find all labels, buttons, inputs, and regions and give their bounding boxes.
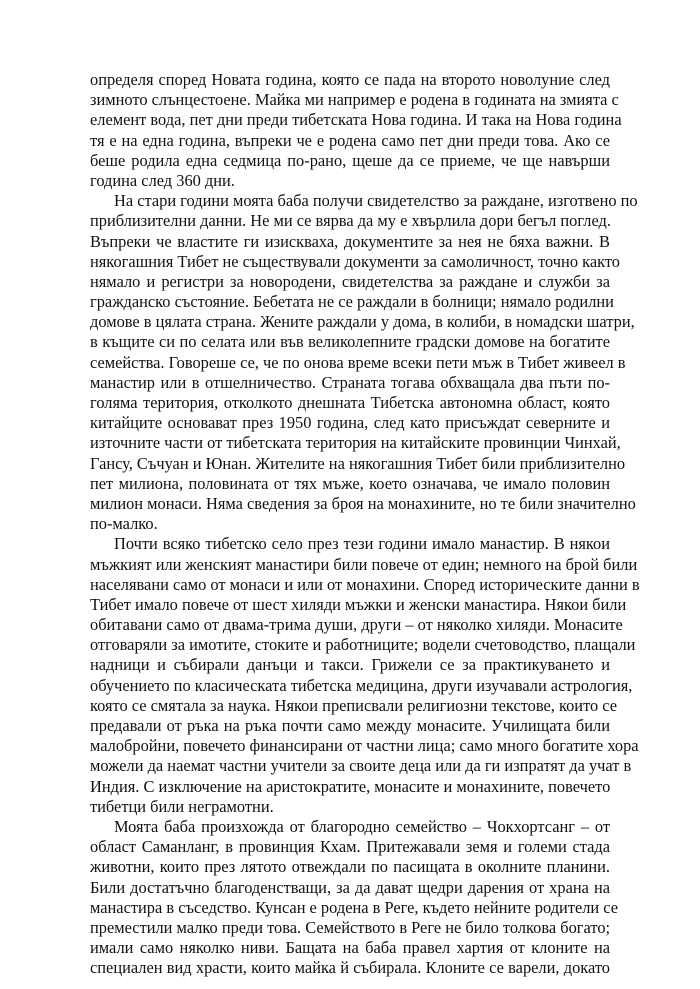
text-line: голяма територия, отколкото днешната Тибетска автономна област, която: [90, 393, 610, 412]
text-line: Били достатъчно благоденстващи, за да дават щедри дарения от храна на: [90, 877, 610, 897]
text-line: животни, които през лятото отвеждали по пасищата в околните планини.: [90, 857, 610, 877]
text-line: китайците основават през 1950 година, след като присъждат северните и: [90, 413, 610, 433]
text-line: тибетци били неграмотни.: [90, 796, 274, 816]
text-line: по-малко.: [90, 514, 158, 534]
text-line: в къщите си по селата или във великолепните градски домове на богатите: [90, 332, 610, 352]
text-line: На стари години моята баба получи свидетелство за раждане, изготвено по: [114, 191, 638, 211]
paragraph: [90, 70, 622, 191]
text-line: предавали от ръка на ръка почти само между монасите. Училищата били: [90, 716, 610, 735]
text-line: Тибет имало повече от шест хиляди мъжки и женски манастира. Някои били: [90, 594, 627, 614]
text-line: Гансу, Съчуан и Юнан. Жителите на някогашния Тибет били приблизително: [90, 453, 626, 473]
text-line: населявани само от монаси и или от монахини. Според историческите данни в: [90, 574, 640, 594]
text-line: елемент вода, пет дни преди тибетската Нова година. И така на Нова година: [90, 110, 622, 130]
paragraph: [90, 191, 638, 534]
text-line: гражданско състояние. Бебетата не се раждали в болници; нямало родилни: [90, 292, 614, 312]
body-text: [90, 70, 640, 978]
text-line: пет милиона, половината от тях мъже, което означава, че имало половин: [90, 473, 610, 493]
text-line: беше родила една седмица по-рано, щеше да се приеме, че ще навърши: [90, 150, 610, 170]
text-line: отговаряли за имотите, стоките и работниците; водели счетоводство, плащали: [90, 635, 636, 655]
text-line: преместили малко преди това. Семейството в Реге не било толкова богато;: [90, 917, 611, 937]
text-line: година след 360 дни.: [90, 170, 235, 190]
text-line: милион монаси. Няма сведения за броя на монахините, но те били значително: [90, 493, 636, 513]
text-line: малобройни, повечето финансирани от частни лица; само много богатите хора: [90, 736, 639, 756]
text-line: семейства. Говореше се, че по онова време всеки пети мъж в Тибет живеел в: [90, 352, 626, 372]
text-line: нямало и регистри за новородени, свидетелства за раждане и служби за: [90, 271, 610, 291]
text-line: някогашния Тибет не съществували документи за самоличност, точно както: [90, 251, 620, 271]
text-line: Индия. С изключение на аристократите, монасите и монахините, повечето: [90, 776, 611, 796]
text-line: обучението по класическата тибетска медицина, други изучавали астрология,: [90, 675, 633, 695]
text-line: манастира в съседство. Кунсан е родена в Реге, където нейните родители се: [90, 897, 619, 917]
text-line: имали само няколко ниви. Бащата на баба правел хартия от клоните на: [90, 938, 610, 958]
text-line: мъжкият или женският манастири били повече от един; немного на брой били: [90, 554, 638, 574]
text-line: можели да наемат частни учители за своите деца или да ги изпратят да учат в: [90, 756, 632, 776]
paragraph: [90, 816, 619, 979]
text-line: специален вид храсти, които майка й събирала. Клоните се варели, докато: [90, 958, 610, 978]
text-line: обитавани само от двама-трима души, други – от няколко хиляди. Монасите: [90, 615, 623, 635]
text-line: източните части от тибетската територия на китайските провинции Чинхай,: [90, 433, 621, 453]
text-line: зимното слънцестоене. Майка ми например е родена в годината на змията с: [90, 90, 619, 110]
text-line: Почти всяко тибетско село през тези години имало манастир. В някои: [114, 534, 610, 554]
text-line: надници и събирали данъци и такси. Грижели се за практикуването и: [90, 655, 610, 675]
text-line: определя според Новата година, която се пада на второто новолуние след: [90, 70, 610, 89]
text-line: манастир или в отшелничество. Страната тогава обхващала два пъти по-: [90, 372, 610, 392]
text-line: тя е на една година, въпреки че е родена само пет дни преди това. Ако се: [90, 130, 610, 150]
text-line: Моята баба произхожда от благородно семейство – Чокхортсанг – от: [114, 816, 610, 836]
paragraph: [90, 534, 640, 817]
text-line: Въпреки че властите ги изискваха, документите за нея не бяха важни. В: [90, 231, 610, 251]
text-line: приблизителни данни. Не ми се вярва да му е хвърлила дори бегъл поглед.: [90, 211, 611, 231]
text-line: домове в цялата страна. Жените раждали у дома, в колиби, в номадски шатри,: [90, 312, 635, 332]
text-line: област Саманланг, в провинция Кхам. Притежавали земя и големи стада: [90, 837, 610, 857]
text-line: която се смятала за наука. Някои преписвали религиозни текстове, които се: [90, 695, 618, 715]
